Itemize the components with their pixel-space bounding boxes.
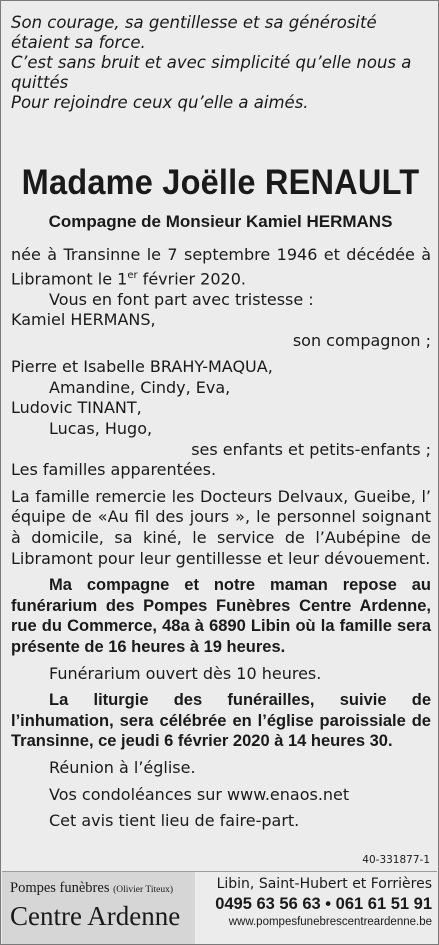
brand-owner: (Olivier Titeux) [113, 885, 173, 895]
funeral-home-paragraph: Ma compagne et notre maman repose au funérarium des Pompes Funèbres Centre Ardenne, rue du Commerce, 48a à 6890 Libin où la famille sera présente de 16 heures à 19 heures. [11, 576, 431, 657]
condolences-line: Vos condoléances sur www.enaos.net [49, 784, 350, 804]
child-name: Pierre et Isabelle BRAHY-MAQUA, [11, 357, 273, 377]
notice-body [11, 245, 431, 832]
partner-name: Kamiel HERMANS, [11, 310, 156, 330]
relatives-line: Les familles apparentées. [11, 460, 217, 480]
poem [11, 13, 431, 113]
website-link[interactable]: www.pompesfunebrescentreardenne.be [228, 916, 432, 928]
child-name: Ludovic TINANT, [11, 398, 142, 418]
liturgy-paragraph: La liturgie des funérailles, suivie de l’inhumation, sera célébrée en l’église paroissiale de Transinne, ce jeudi 6 février 2020 à 14 heures 30. [11, 691, 431, 751]
notice-line: Cet avis tient lieu de faire-part. [49, 811, 300, 831]
poem-line: Pour rejoindre ceux qu’elle a aimés. [11, 93, 309, 112]
birth-tail: février 2020. [137, 268, 246, 288]
children-role: ses enfants et petits-enfants ; [191, 439, 431, 459]
thanks-paragraph: La famille remercie les Docteurs Delvaux, Gueibe, l’ équipe de «Au fil des jours », le personnel soignant à domicile, sa kiné, le service de l’Aubépine de Libramont pour leur gentillesse et leur dévouement. [11, 486, 431, 568]
brand-prefix: Pompes funèbres [10, 880, 110, 896]
birth-text: née à Transinne le 7 septembre 1946 et décédée à Libramont le 1 [11, 245, 431, 288]
meeting-line: Réunion à l’église. [49, 757, 196, 777]
poem-line: C’est sans bruit et avec simplicité qu’elle nous a [11, 53, 412, 72]
grandchildren-names: Amandine, Cindy, Eva, [49, 377, 231, 397]
grandchildren-names: Lucas, Hugo, [49, 419, 153, 439]
phone-numbers: 0495 63 56 63 • 061 61 51 91 [215, 895, 432, 913]
poem-line: Son courage, sa gentillesse et sa générosité [11, 13, 377, 32]
opening-hours: Funérarium ouvert dès 10 heures. [49, 663, 322, 683]
locations: Libin, Saint-Hubert et Forrières [216, 876, 432, 892]
poem-line: quittés [11, 73, 69, 92]
deceased-name: Madame Joëlle RENAULT [21, 163, 420, 202]
ordinal-suffix: er [127, 269, 138, 281]
birth-death-line [11, 245, 431, 290]
contact-block [200, 875, 432, 930]
brand-line [10, 880, 173, 897]
funeral-director-footer [2, 871, 437, 944]
funeral-director-logo [2, 872, 195, 944]
reference-number: 40-331877-1 [362, 854, 430, 866]
announce-line: Vous en font part avec tristesse : [49, 289, 314, 309]
partner-subtitle: Compagne de Monsieur Kamiel HERMANS [48, 212, 393, 231]
poem-line: étaient sa force. [11, 33, 146, 52]
partner-role: son compagnon ; [292, 330, 431, 350]
brand-name: Centre Ardenne [10, 901, 181, 931]
